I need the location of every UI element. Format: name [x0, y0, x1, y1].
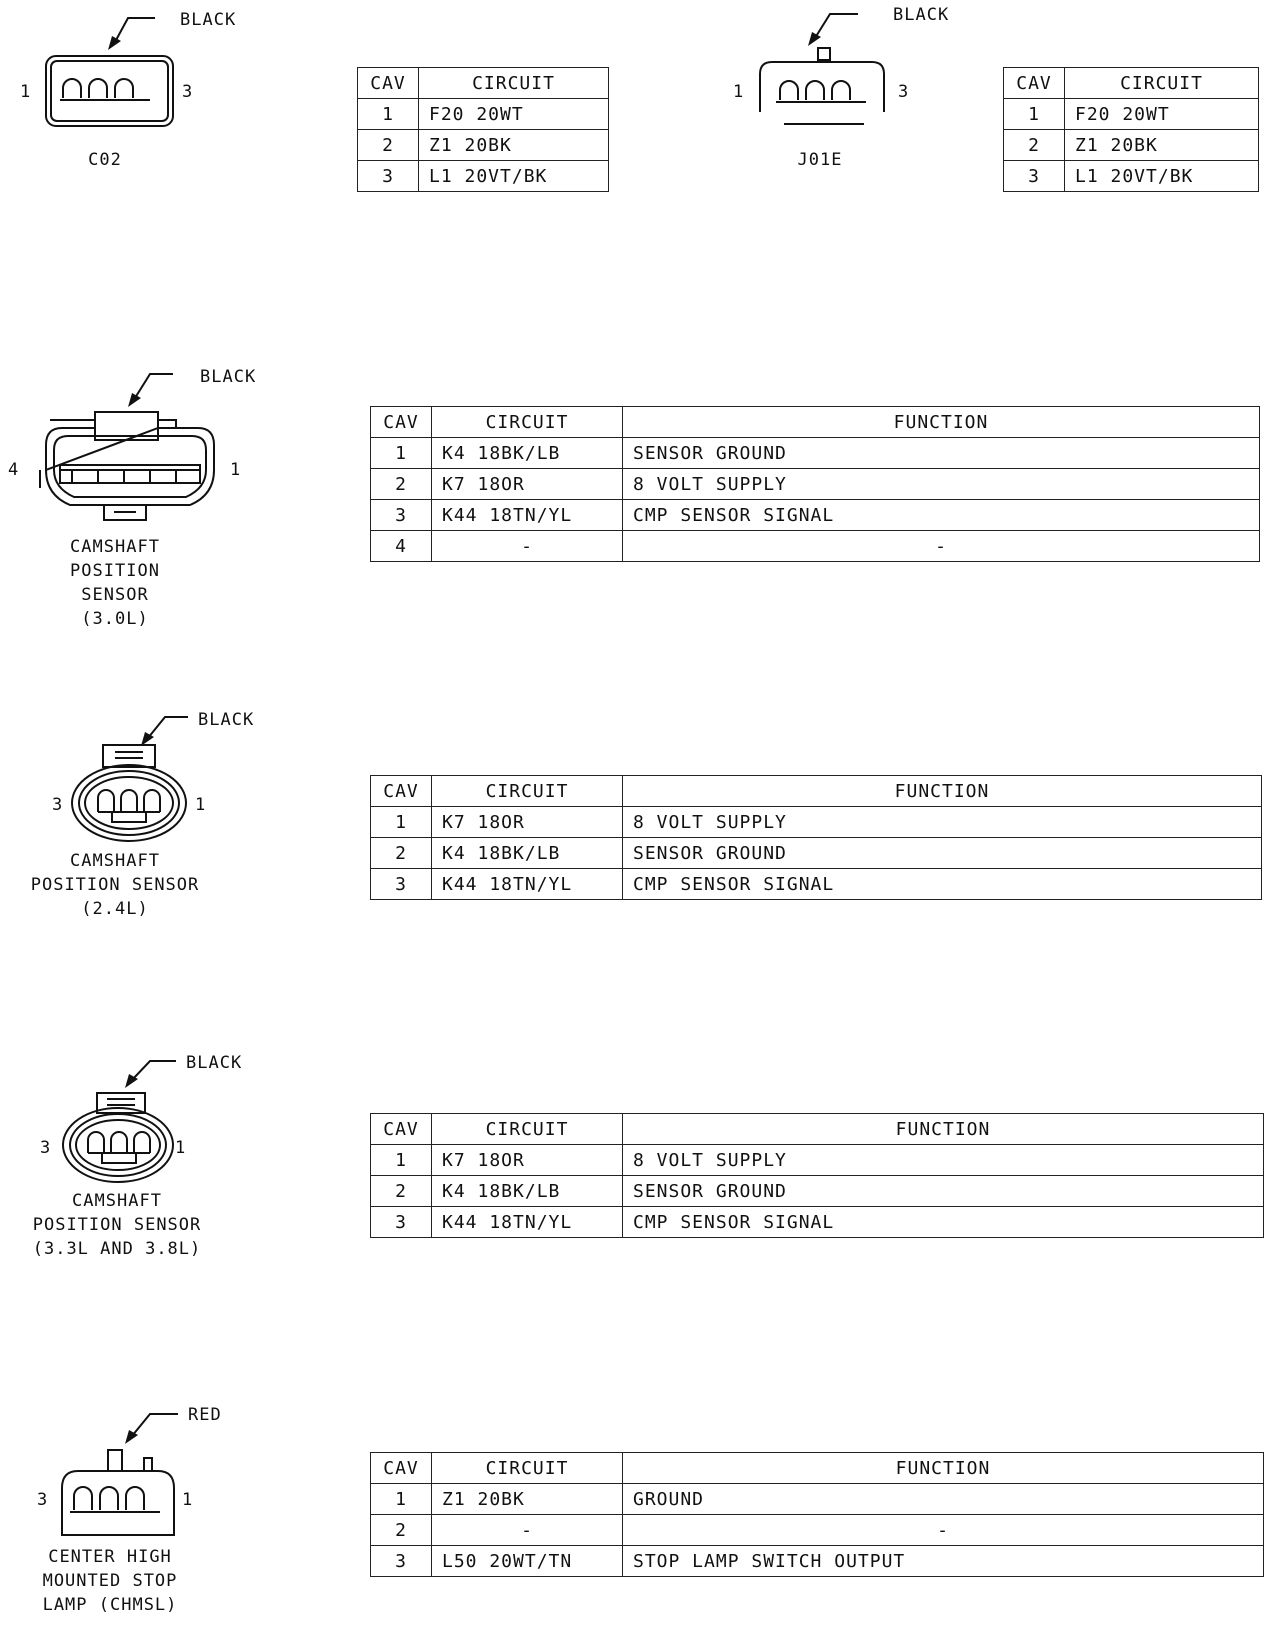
connector-color-label: BLACK — [893, 5, 950, 25]
header-function: FUNCTION — [623, 776, 1262, 807]
header-cav: CAV — [1004, 68, 1065, 99]
function-cell: GROUND — [623, 1484, 1264, 1515]
pin-left-label: 3 — [40, 1138, 52, 1158]
circuit-cell: L1 20VT/BK — [419, 161, 609, 192]
table-header-row — [371, 1453, 1264, 1484]
cav-cell: 3 — [371, 500, 432, 531]
connector-color-label: BLACK — [198, 710, 255, 730]
table-row — [371, 1145, 1264, 1176]
function-cell: STOP LAMP SWITCH OUTPUT — [623, 1546, 1264, 1577]
table-row — [371, 1484, 1264, 1515]
circuit-cell: K7 18OR — [432, 469, 623, 500]
cav-cell: 2 — [371, 1515, 432, 1546]
function-cell: 8 VOLT SUPPLY — [623, 807, 1262, 838]
cav-cell: 1 — [371, 807, 432, 838]
circuit-cell: - — [432, 531, 623, 562]
connector-color-label: BLACK — [180, 10, 237, 30]
cav-cell: 1 — [371, 438, 432, 469]
circuit-cell: Z1 20BK — [419, 130, 609, 161]
header-circuit: CIRCUIT — [432, 407, 623, 438]
table-header-row — [371, 1114, 1264, 1145]
header-cav: CAV — [371, 1453, 432, 1484]
circuit-cell: K7 18OR — [432, 1145, 623, 1176]
header-cav: CAV — [371, 1114, 432, 1145]
pin-left-label: 3 — [37, 1490, 49, 1510]
header-circuit: CIRCUIT — [432, 776, 623, 807]
circuit-cell: K4 18BK/LB — [432, 838, 623, 869]
circuit-cell: K44 18TN/YL — [432, 869, 623, 900]
connector-name: C02 — [88, 150, 122, 170]
function-cell: SENSOR GROUND — [623, 838, 1262, 869]
header-function: FUNCTION — [623, 1453, 1264, 1484]
function-cell: 8 VOLT SUPPLY — [623, 469, 1260, 500]
table-row — [371, 1546, 1264, 1577]
pin-left-label: 4 — [8, 460, 20, 480]
pin-right-label: 1 — [182, 1490, 194, 1510]
table-row — [371, 1207, 1264, 1238]
header-function: FUNCTION — [623, 1114, 1264, 1145]
connector-name: CAMSHAFT POSITION SENSOR (3.3L AND 3.8L) — [32, 1191, 202, 1259]
table-row — [358, 130, 609, 161]
function-cell: - — [623, 531, 1260, 562]
table-row — [358, 161, 609, 192]
cav-cell: 2 — [371, 1176, 432, 1207]
function-cell: SENSOR GROUND — [623, 438, 1260, 469]
circuit-cell: K44 18TN/YL — [432, 500, 623, 531]
pin-right-label: 3 — [898, 82, 910, 102]
circuit-cell: K4 18BK/LB — [432, 438, 623, 469]
table-header-row — [358, 68, 609, 99]
cav-cell: 3 — [1004, 161, 1065, 192]
header-function: FUNCTION — [623, 407, 1260, 438]
function-cell: - — [623, 1515, 1264, 1546]
function-cell: SENSOR GROUND — [623, 1176, 1264, 1207]
table-row — [371, 869, 1262, 900]
pin-right-label: 1 — [195, 795, 207, 815]
table-header-row — [371, 776, 1262, 807]
connector-name: CAMSHAFT POSITION SENSOR (2.4L) — [30, 851, 200, 919]
table-row — [371, 500, 1260, 531]
connector-chmsl-drawing — [0, 0, 1, 1]
circuit-cell: K7 18OR — [432, 807, 623, 838]
cav-cell: 1 — [1004, 99, 1065, 130]
connector-name: J01E — [797, 150, 843, 170]
cav-cell: 1 — [371, 1484, 432, 1515]
pin-right-label: 3 — [182, 82, 194, 102]
cavity-table-cmp-3-3l-3-8l — [370, 1113, 1264, 1238]
table-row — [371, 469, 1260, 500]
table-row — [1004, 161, 1259, 192]
cavity-table-cmp-3-0l — [370, 406, 1260, 562]
connector-name: CAMSHAFT POSITION SENSOR (3.0L) — [70, 537, 160, 629]
connector-color-label: BLACK — [200, 367, 257, 387]
header-cav: CAV — [371, 407, 432, 438]
table-row — [1004, 99, 1259, 130]
cavity-table-c02 — [357, 67, 609, 192]
header-circuit: CIRCUIT — [419, 68, 609, 99]
header-circuit: CIRCUIT — [1065, 68, 1259, 99]
connector-color-label: RED — [188, 1405, 222, 1425]
cav-cell: 2 — [371, 838, 432, 869]
circuit-cell: L1 20VT/BK — [1065, 161, 1259, 192]
cav-cell: 3 — [358, 161, 419, 192]
table-row — [371, 807, 1262, 838]
table-header-row — [1004, 68, 1259, 99]
connector-name: CENTER HIGH MOUNTED STOP LAMP (CHMSL) — [42, 1547, 178, 1615]
header-cav: CAV — [358, 68, 419, 99]
table-row — [358, 99, 609, 130]
table-header-row — [371, 407, 1260, 438]
function-cell: CMP SENSOR SIGNAL — [623, 1207, 1264, 1238]
function-cell: CMP SENSOR SIGNAL — [623, 500, 1260, 531]
function-cell: 8 VOLT SUPPLY — [623, 1145, 1264, 1176]
pin-right-label: 1 — [230, 460, 242, 480]
cav-cell: 2 — [358, 130, 419, 161]
cav-cell: 3 — [371, 1207, 432, 1238]
table-row — [371, 838, 1262, 869]
circuit-cell: - — [432, 1515, 623, 1546]
cav-cell: 3 — [371, 869, 432, 900]
connector-color-label: BLACK — [186, 1053, 243, 1073]
cavity-table-j01e — [1003, 67, 1259, 192]
cav-cell: 2 — [1004, 130, 1065, 161]
circuit-cell: F20 20WT — [419, 99, 609, 130]
table-row — [1004, 130, 1259, 161]
cav-cell: 1 — [371, 1145, 432, 1176]
pin-left-label: 1 — [20, 82, 32, 102]
circuit-cell: Z1 20BK — [432, 1484, 623, 1515]
circuit-cell: K44 18TN/YL — [432, 1207, 623, 1238]
cav-cell: 1 — [358, 99, 419, 130]
table-row — [371, 438, 1260, 469]
pin-right-label: 1 — [175, 1138, 187, 1158]
table-row — [371, 1515, 1264, 1546]
cav-cell: 4 — [371, 531, 432, 562]
circuit-cell: K4 18BK/LB — [432, 1176, 623, 1207]
cav-cell: 3 — [371, 1546, 432, 1577]
header-cav: CAV — [371, 776, 432, 807]
circuit-cell: F20 20WT — [1065, 99, 1259, 130]
pin-left-label: 1 — [733, 82, 745, 102]
header-circuit: CIRCUIT — [432, 1453, 623, 1484]
circuit-cell: L50 20WT/TN — [432, 1546, 623, 1577]
cav-cell: 2 — [371, 469, 432, 500]
table-row — [371, 531, 1260, 562]
table-row — [371, 1176, 1264, 1207]
cavity-table-chmsl — [370, 1452, 1264, 1577]
pin-left-label: 3 — [52, 795, 64, 815]
cavity-table-cmp-2-4l — [370, 775, 1262, 900]
function-cell: CMP SENSOR SIGNAL — [623, 869, 1262, 900]
circuit-cell: Z1 20BK — [1065, 130, 1259, 161]
header-circuit: CIRCUIT — [432, 1114, 623, 1145]
